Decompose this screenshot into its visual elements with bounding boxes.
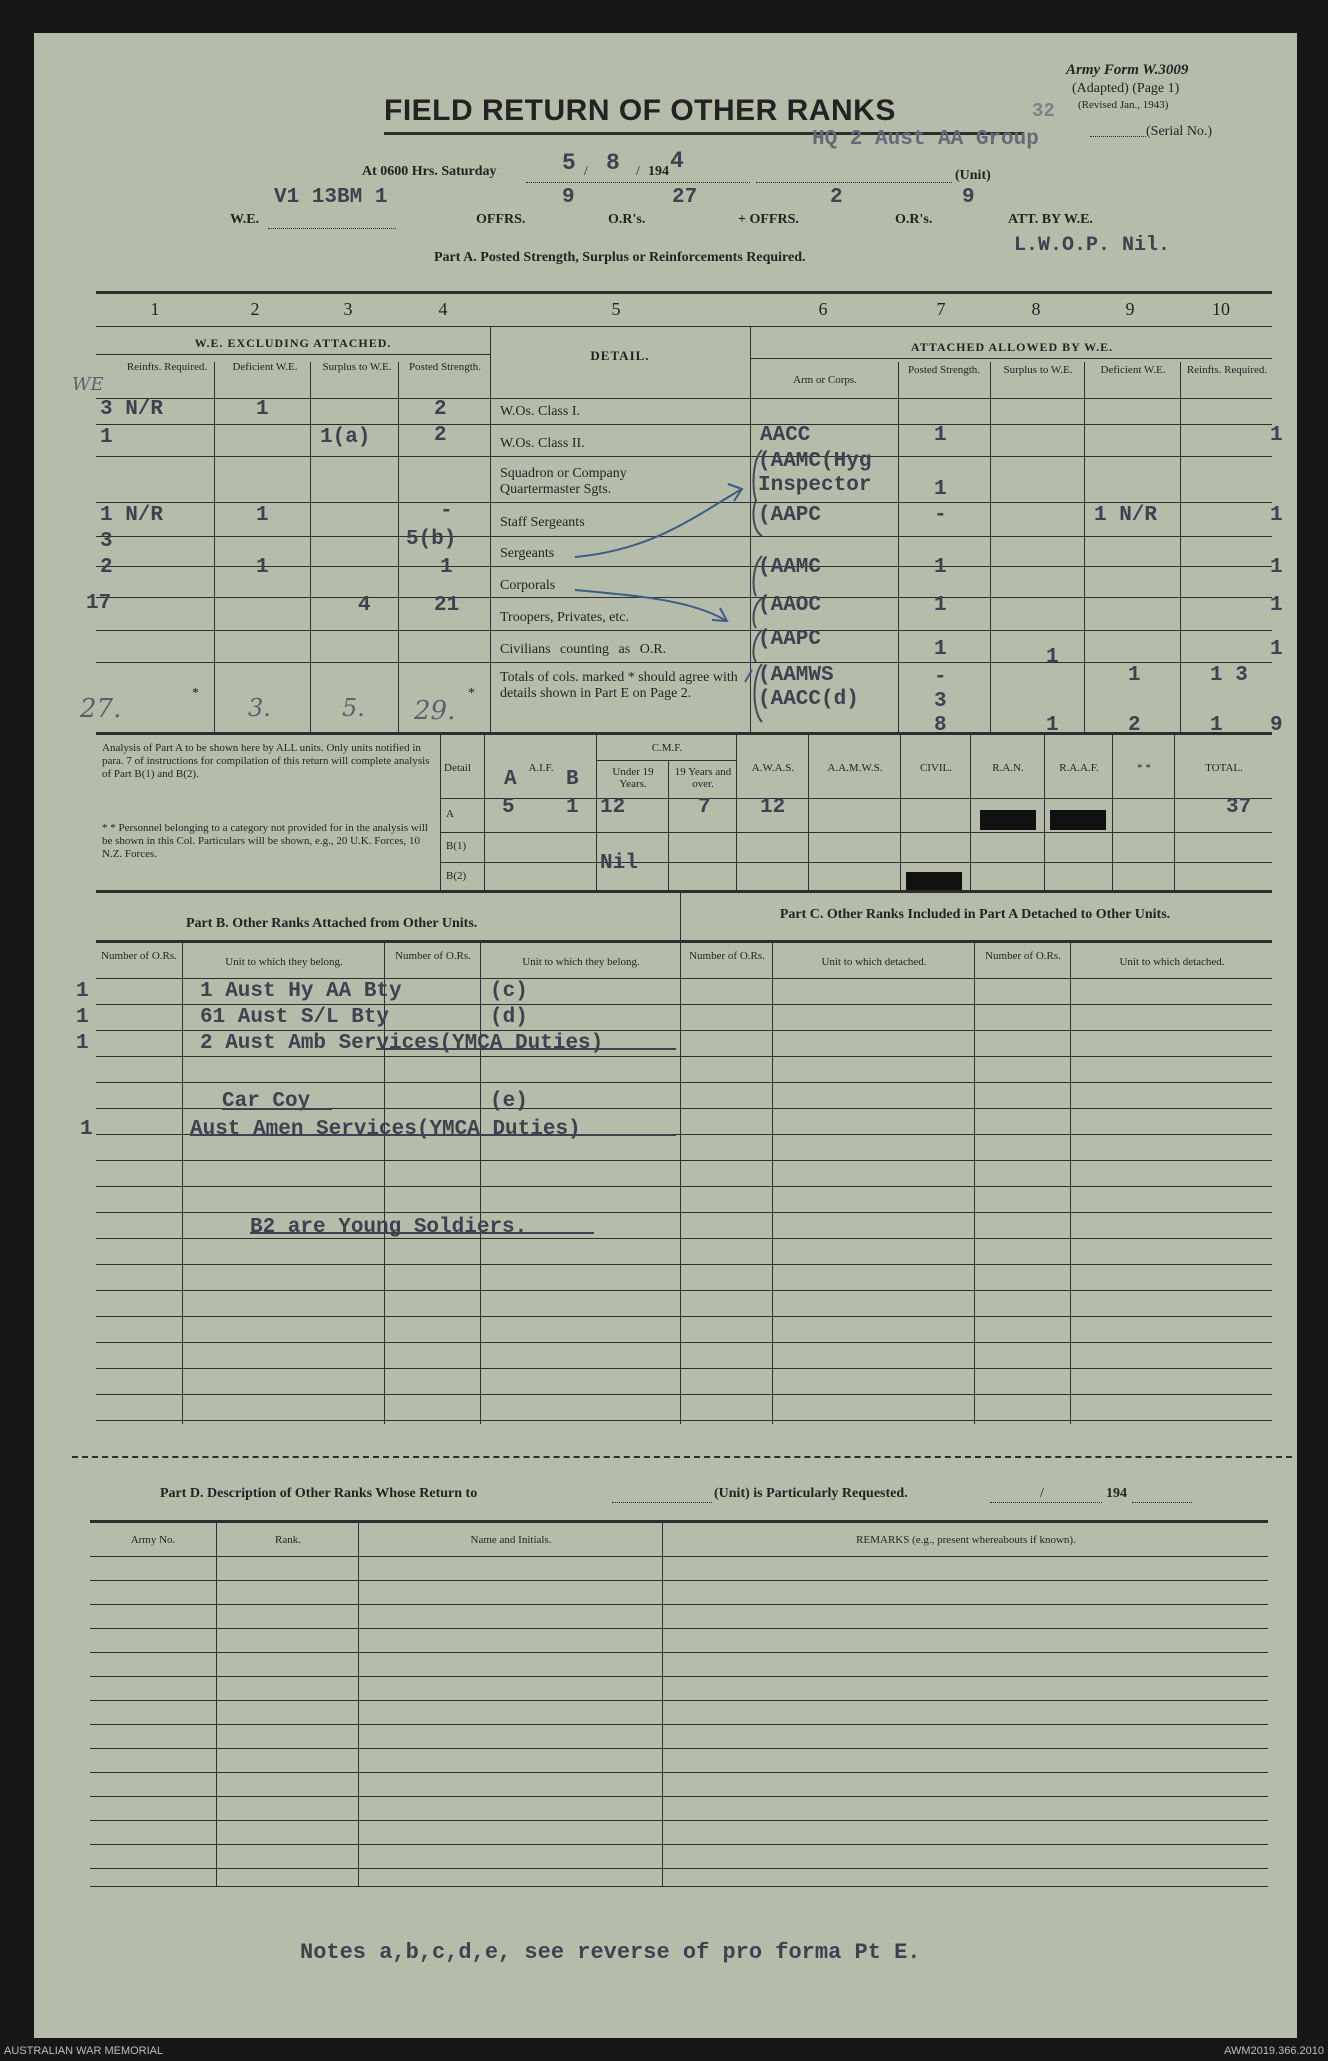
a-r9-c7: - 3 xyxy=(934,666,947,713)
an-row-b1-label: B(1) xyxy=(446,840,467,852)
an-a-over19: 7 xyxy=(698,796,711,819)
b-hdr-unit-1: Unit to which they belong. xyxy=(225,956,343,968)
an-sep-9 xyxy=(1112,734,1113,890)
part-c-title: Part C. Other Ranks Included in Part A Detached to Other Units. xyxy=(779,907,1171,922)
part-d-bottom xyxy=(90,1886,1268,1887)
b-row2-num: 1 xyxy=(76,1006,89,1029)
b-remark: B2 are Young Soldiers. xyxy=(250,1216,528,1239)
d-row-line xyxy=(90,1604,1268,1605)
a-r4-c4: - xyxy=(440,500,453,523)
detail-totals: Totals of cols. marked * should agree with details shown in Part E on Page 2. xyxy=(500,670,738,701)
b-row3-unit: 2 Aust Amb Services(YMCA Duties) xyxy=(200,1032,604,1055)
a-r7-c10: 1 xyxy=(1270,594,1283,617)
an-hdr-cmf: C.M.F. xyxy=(651,742,683,754)
b-hdr-num-1: Number of O.Rs. xyxy=(101,950,177,962)
a-r2-c3: 1(a) xyxy=(320,426,371,449)
asterisk-1: * xyxy=(192,686,199,701)
page-title: FIELD RETURN OF OTHER RANKS xyxy=(384,94,896,127)
footer-right: AWM2019.366.2010 xyxy=(1224,2045,1324,2057)
footer-left: AUSTRALIAN WAR MEMORIAL xyxy=(4,2045,164,2057)
an-a-aif: 5 xyxy=(502,796,515,819)
part-d-unit-label: (Unit) is Particularly Requested. xyxy=(714,1486,908,1501)
d-sep-1 xyxy=(216,1520,217,1886)
an-sep-1 xyxy=(484,734,485,890)
an-sep-3 xyxy=(668,760,669,890)
a-arm-aamc-hyg: (AAMC(Hyg Inspector xyxy=(758,450,872,497)
a-r5-c1: 3 xyxy=(100,530,113,553)
a-r9-c10: 1 3 xyxy=(1210,664,1248,687)
an-row-b2-label: B(2) xyxy=(446,870,467,882)
detail-corporals: Corporals xyxy=(500,578,556,593)
an-b1-under19: Nil xyxy=(600,852,638,875)
part-d-slash: / xyxy=(1040,1486,1044,1501)
total-reinfts: 27. xyxy=(80,694,122,724)
b-row3-strike xyxy=(376,1048,676,1050)
detail-wo2: W.Os. Class II. xyxy=(500,436,585,451)
unit-typed: HQ 2 Aust AA Group xyxy=(812,128,1039,151)
bc-row-line xyxy=(96,1394,1272,1395)
part-d-date-line xyxy=(990,1502,1102,1503)
part-d-header-bottom xyxy=(90,1556,1268,1557)
bc-header-bottom xyxy=(96,978,1272,979)
col-num-7: 7 xyxy=(936,299,946,319)
an-a-awas: 12 xyxy=(760,796,786,819)
b-row2-note: (d) xyxy=(490,1006,528,1029)
d-sep-2 xyxy=(358,1520,359,1886)
serial-label: (Serial No.) xyxy=(1146,124,1213,139)
b-hdr-num-2: Number of O.Rs. xyxy=(395,950,471,962)
bc-row-line xyxy=(96,1420,1272,1421)
form-revised: (Revised Jan., 1943) xyxy=(1078,99,1169,111)
detail-civilians: Civilians counting as O.R. xyxy=(500,642,667,657)
bc-row-line xyxy=(96,1004,1272,1005)
plus-offrs-label: + OFFRS. xyxy=(738,212,799,227)
detail-troopers: Troopers, Privates, etc. xyxy=(500,610,629,625)
an-sep-4 xyxy=(736,734,737,890)
hdr-att-surplus: Surplus to W.E. xyxy=(1003,364,1073,376)
an-row-a-rule xyxy=(440,832,1272,833)
date-month: 8 xyxy=(606,150,620,176)
a-r6-c7: 1 xyxy=(934,556,947,579)
an-a-under19: 12 xyxy=(600,796,626,819)
d-row-line xyxy=(90,1772,1268,1773)
d-row-line xyxy=(90,1700,1268,1701)
hdr-posted: Posted Strength. xyxy=(408,361,482,373)
a-bottom-c9: 2 xyxy=(1128,714,1141,737)
a-r6-c4: 1 xyxy=(440,556,453,579)
col-num-2: 2 xyxy=(250,299,260,319)
an-hdr-detail: Detail xyxy=(444,762,471,774)
a-r6-c1: 2 xyxy=(100,556,113,579)
b-row4-strike xyxy=(222,1108,332,1110)
an-hdr-over19: 19 Years and over. xyxy=(674,766,732,790)
hdr-surplus: Surplus to W.E. xyxy=(322,361,392,373)
hdr-att-reinfts: Reinfts. Required. xyxy=(1186,364,1268,376)
b-row5-strike xyxy=(190,1134,676,1136)
an-hdr-aamws: A.A.M.W.S. xyxy=(827,762,883,774)
lwop-typed: L.W.O.P. Nil. xyxy=(1014,234,1171,257)
date-slash-2: / xyxy=(636,164,640,179)
an-row-b1-rule xyxy=(440,862,1272,863)
a-arm-aamc-2: (AAMC xyxy=(758,556,822,579)
part-b-title: Part B. Other Ranks Attached from Other Units. xyxy=(186,916,478,931)
part-a-title: Part A. Posted Strength, Surplus or Reinforcements Required. xyxy=(434,250,806,265)
offrs-label: OFFRS. xyxy=(476,212,526,227)
redaction-raaf xyxy=(1050,810,1106,830)
we-label: W.E. xyxy=(230,212,260,227)
ors-value: 27 xyxy=(672,186,698,209)
c-hdr-num-1: Number of O.Rs. xyxy=(689,950,765,962)
col-num-10: 10 xyxy=(1212,299,1230,319)
date-year-suffix: 4 xyxy=(670,148,684,174)
an-sep-6 xyxy=(900,734,901,890)
analysis-footnote: * * Personnel belonging to a category not provided for in the analysis will be shown in this Col. Particulars will be shown, e.g., 20 U.K. Forces, 10 N.Z. Forces. xyxy=(102,822,428,860)
bc-row-line xyxy=(96,1212,1272,1213)
a-arm-aapc-2: (AAPC xyxy=(758,628,822,651)
a-r8-c8: 1 xyxy=(1046,646,1059,669)
part-d-unit-line xyxy=(612,1502,712,1503)
d-row-line xyxy=(90,1868,1268,1869)
an-hdr-civil: CIVIL. xyxy=(919,762,953,774)
plus-ors-value: 9 xyxy=(962,186,975,209)
form-number: Army Form W.3009 xyxy=(1066,62,1189,78)
an-hdr-other: * * xyxy=(1137,762,1151,774)
an-hdr-ran: R.A.N. xyxy=(992,762,1024,774)
c-sep-1 xyxy=(772,940,773,1424)
an-hdr-total: TOTAL. xyxy=(1205,762,1243,774)
attached-allowed-header: ATTACHED ALLOWED BY W.E. xyxy=(910,340,1114,354)
a-r4-c10: 1 xyxy=(1270,504,1283,527)
form-adapted: (Adapted) (Page 1) xyxy=(1072,81,1180,96)
an-a-total: 37 xyxy=(1226,796,1252,819)
offrs-value: 9 xyxy=(562,186,575,209)
serial-typed: 32 xyxy=(1032,100,1055,122)
total-surplus: 5. xyxy=(342,694,365,722)
b-row4-note: (e) xyxy=(490,1090,528,1113)
date-slash-1: / xyxy=(584,164,588,179)
bc-row-line xyxy=(96,1186,1272,1187)
at-hours-label: At 0600 Hrs. Saturday xyxy=(362,164,497,179)
b-row1-num: 1 xyxy=(76,980,89,1003)
date-year-prefix: 194 xyxy=(648,164,669,179)
d-sep-3 xyxy=(662,1520,663,1886)
hdr-att-deficient: Deficient W.E. xyxy=(1100,364,1166,376)
d-row-line xyxy=(90,1628,1268,1629)
a-arm-aapc-1: (AAPC xyxy=(758,504,822,527)
bc-row-line xyxy=(96,1030,1272,1031)
d-row-line xyxy=(90,1820,1268,1821)
we-typed: V1 13BM 1 xyxy=(274,186,388,209)
unit-label: (Unit) xyxy=(955,168,991,183)
an-hdr-awas: A.W.A.S. xyxy=(751,762,795,774)
a-r8-c7: 1 xyxy=(934,638,947,661)
an-row-a-label: A xyxy=(446,808,454,820)
redaction-civil xyxy=(906,872,962,890)
a-r1-c4: 2 xyxy=(434,398,447,421)
a-r8-c10: 1 xyxy=(1270,638,1283,661)
a-r5-c4: 5(b) xyxy=(406,528,457,551)
b-row3-num: 1 xyxy=(76,1032,89,1055)
a-r2-c1: 1 xyxy=(100,426,113,449)
part-d-year: 194 xyxy=(1106,1486,1127,1501)
an-sep-7 xyxy=(970,734,971,890)
b-row1-note: (c) xyxy=(490,980,528,1003)
asterisk-2: * xyxy=(468,686,475,701)
b-row5-unit: Aust Amen Services(YMCA Duties) xyxy=(190,1118,581,1141)
redaction-ran xyxy=(980,810,1036,830)
total-deficient: 3. xyxy=(248,694,271,722)
a-arm-aacc: AACC xyxy=(760,424,811,447)
col-num-8: 8 xyxy=(1031,299,1041,319)
a-r9-c9: 1 xyxy=(1128,664,1141,687)
perforation-line xyxy=(72,1456,1292,1458)
we-margin-note: WE xyxy=(72,374,104,395)
col-num-9: 9 xyxy=(1125,299,1135,319)
b-remark-strike xyxy=(250,1232,594,1234)
b-row4-unit: Car Coy xyxy=(222,1090,311,1113)
b-row5-num: 1 xyxy=(80,1118,93,1141)
detail-cqms: Squadron or Company Quartermaster Sgts. xyxy=(500,466,627,497)
bc-row-line xyxy=(96,1264,1272,1265)
plus-ors-label: O.R's. xyxy=(895,212,933,227)
att-label: ATT. BY W.E. xyxy=(1008,212,1093,227)
d-row-line xyxy=(90,1652,1268,1653)
an-hdr-under19: Under 19 Years. xyxy=(612,766,654,790)
c-hdr-unit-1: Unit to which detached. xyxy=(821,956,927,968)
d-row-line xyxy=(90,1844,1268,1845)
detail-sergeants: Sergeants xyxy=(500,546,555,561)
c-hdr-num-2: Number of O.Rs. xyxy=(985,950,1061,962)
an-aif-marker-b: B xyxy=(566,768,579,791)
an-sep-0 xyxy=(440,734,441,890)
an-sep-2 xyxy=(596,734,597,890)
bc-row-line xyxy=(96,1316,1272,1317)
c-sep-3 xyxy=(1070,940,1071,1424)
detail-wo1: W.Os. Class I. xyxy=(500,404,580,419)
d-hdr-army-no: Army No. xyxy=(130,1534,176,1546)
col-num-4: 4 xyxy=(438,299,448,319)
b-hdr-unit-2: Unit to which they belong. xyxy=(522,956,640,968)
a-bottom-c11: 9 xyxy=(1270,714,1283,737)
bc-row-line xyxy=(96,1290,1272,1291)
a-r2-c4: 2 xyxy=(434,424,447,447)
hdr-deficient: Deficient W.E. xyxy=(232,361,298,373)
detail-header: DETAIL. xyxy=(590,348,650,363)
notes-line: Notes a,b,c,d,e, see reverse of pro forma Pt E. xyxy=(300,1940,921,1965)
an-hdr-aif: A.I.F. xyxy=(528,762,554,774)
d-row-line xyxy=(90,1748,1268,1749)
an-sep-5 xyxy=(808,734,809,890)
d-row-line xyxy=(90,1580,1268,1581)
b-row1-unit: 1 Aust Hy AA Bty xyxy=(200,980,402,1003)
a-r7-c3: 4 xyxy=(358,594,371,617)
a-r2-c10: 1 xyxy=(1270,424,1283,447)
d-hdr-name: Name and Initials. xyxy=(470,1534,552,1546)
hdr-arm-corps: Arm or Corps. xyxy=(793,374,857,386)
a-r4-c9: 1 N/R xyxy=(1094,504,1158,527)
b-sep-1 xyxy=(182,940,183,1424)
bc-header-top xyxy=(96,940,1272,943)
col-num-3: 3 xyxy=(343,299,353,319)
a-r1-c1: 3 N/R xyxy=(100,398,164,421)
an-sep-8 xyxy=(1044,734,1045,890)
b-sep-3 xyxy=(480,940,481,1424)
a-r4-c7: - xyxy=(934,504,947,527)
a-arm-aaoc: (AAOC xyxy=(758,594,822,617)
ors-label: O.R's. xyxy=(608,212,646,227)
an-hdr-raaf: R.A.A.F. xyxy=(1059,762,1099,774)
part-d-title: Part D. Description of Other Ranks Whose Return to xyxy=(160,1486,478,1501)
plus-offrs-value: 2 xyxy=(830,186,843,209)
col-num-6: 6 xyxy=(818,299,828,319)
bc-row-line xyxy=(96,1368,1272,1369)
a-r6-c2: 1 xyxy=(256,556,269,579)
d-hdr-rank: Rank. xyxy=(275,1534,301,1546)
d-row-line xyxy=(90,1796,1268,1797)
an-a-aif-b: 1 xyxy=(566,796,579,819)
col-num-1: 1 xyxy=(150,299,160,319)
a-bottom-c10: 1 xyxy=(1210,714,1223,737)
b-row2-unit: 61 Aust S/L Bty xyxy=(200,1006,390,1029)
col-num-5: 5 xyxy=(611,299,621,319)
an-header-rule xyxy=(440,798,1272,799)
a-r1-c2: 1 xyxy=(256,398,269,421)
a-bottom-c8: 1 xyxy=(1046,714,1059,737)
a-r7-c7: 1 xyxy=(934,594,947,617)
a-r7-c1: 17 xyxy=(86,592,112,615)
d-row-line xyxy=(90,1724,1268,1725)
bc-row-line xyxy=(96,1160,1272,1161)
bc-divider xyxy=(680,890,681,1424)
hdr-att-posted: Posted Strength. xyxy=(907,364,981,376)
a-r7-c4: 21 xyxy=(434,594,460,617)
bc-row-line xyxy=(96,1082,1272,1083)
a-r3-c7: 1 xyxy=(934,478,947,501)
we-excluding-header: W.E. EXCLUDING ATTACHED. xyxy=(194,336,392,350)
part-d-year-line xyxy=(1132,1502,1192,1503)
a-arm-aamws-aacc: (AAMWS (AACC(d) xyxy=(758,664,859,711)
analysis-note: Analysis of Part A to be shown here by ALL units. Only units notified in para. 7 of instructions for compilation of this return will complete analysis of Part B(1) and B(2). xyxy=(102,742,430,780)
an-aif-marker-a: A xyxy=(504,768,517,791)
date-day: 5 xyxy=(562,150,576,176)
part-d-top xyxy=(90,1520,1268,1523)
d-hdr-remarks: REMARKS (e.g., present whereabouts if known). xyxy=(856,1534,1076,1546)
an-sep-10 xyxy=(1174,734,1175,890)
a-r4-c2: 1 xyxy=(256,504,269,527)
bc-row-line xyxy=(96,1342,1272,1343)
an-bottom-rule xyxy=(96,890,1272,893)
d-row-line xyxy=(90,1676,1268,1677)
c-hdr-unit-2: Unit to which detached. xyxy=(1119,956,1225,968)
a-r4-c1: 1 N/R xyxy=(100,504,164,527)
a-r2-c7: 1 xyxy=(934,424,947,447)
bc-row-line xyxy=(96,1056,1272,1057)
detail-staff-sgts: Staff Sergeants xyxy=(500,515,585,530)
a-bottom-c7: 8 xyxy=(934,714,947,737)
a-r6-c10: 1 xyxy=(1270,556,1283,579)
c-sep-2 xyxy=(974,940,975,1424)
hdr-reinfts: Reinfts. Required. xyxy=(126,361,208,373)
total-posted: 29. xyxy=(414,696,456,726)
an-cmf-split xyxy=(596,760,736,761)
